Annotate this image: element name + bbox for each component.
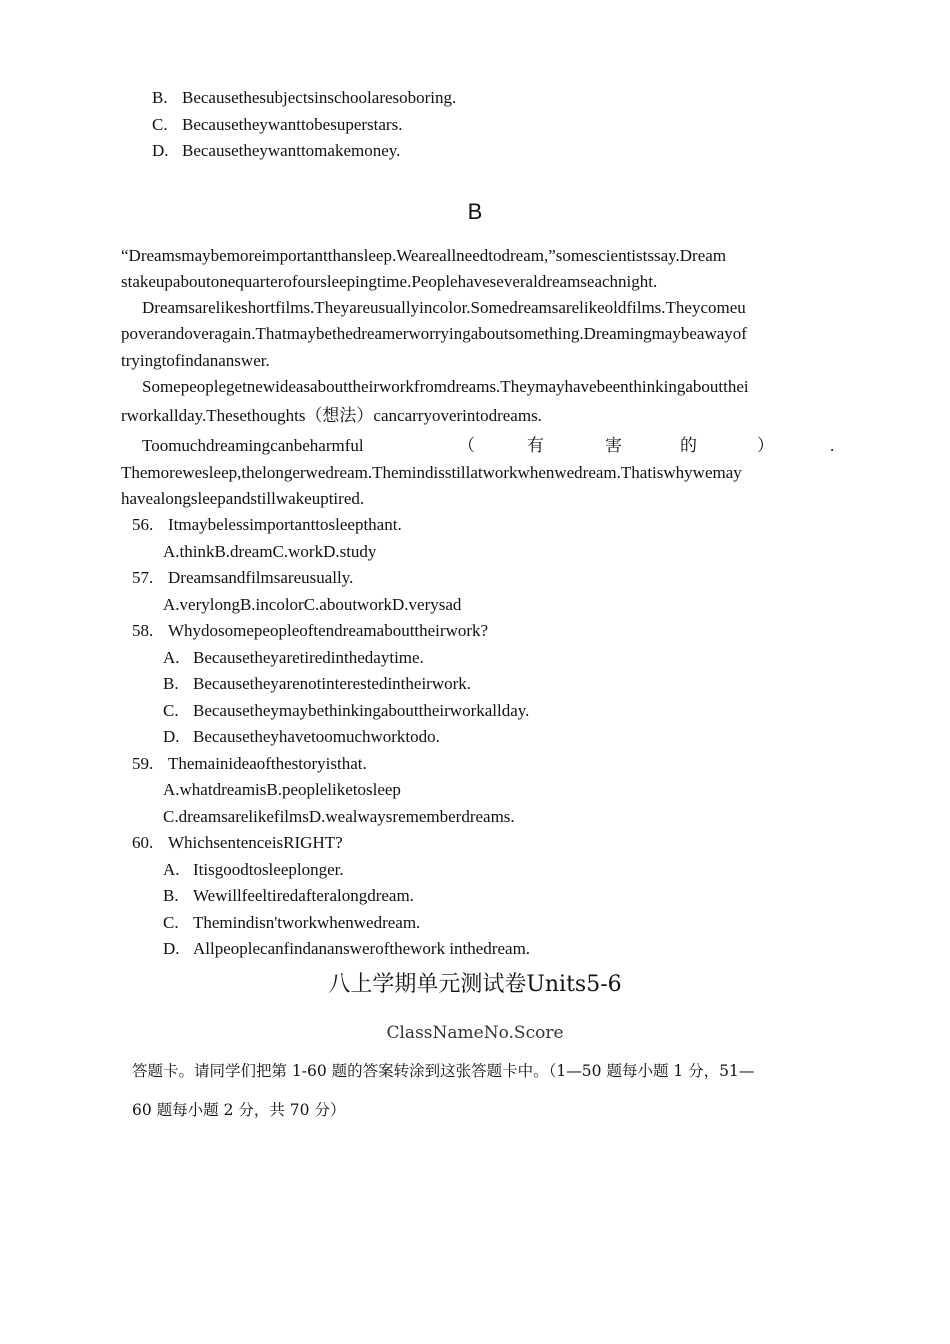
option-item: D. Allpeoplecanfindananswerofthework inthedream.: [163, 939, 531, 958]
passage-char: .: [830, 436, 835, 455]
passage-char: 有: [527, 436, 544, 455]
question-stem: Whydosomepeopleoftendreamabouttheirwork?: [168, 621, 489, 640]
answer-sheet-note: 60 题每小题 2 分，共 70 分）: [132, 1101, 346, 1119]
option-item: D. Becausetheyhavetoomuchworktodo.: [163, 727, 440, 746]
passage-line: stakeupaboutonequarterofoursleepingtime.Peoplehaveseveraldreamseachnight.: [121, 272, 658, 291]
question-stem: Itmaybelessimportanttosleepthant.: [168, 515, 402, 534]
option-text: Becausetheywanttobesuperstars.: [182, 115, 403, 134]
option-item: D. Becausetheywanttomakemoney.: [152, 141, 401, 160]
passage-line: “Dreamsmaybemoreimportantthansleep.Weareallneedtodream,”somescientistssay.Dream: [121, 246, 727, 265]
option-item: C. Becausetheywanttobesuperstars.: [152, 115, 403, 134]
option-text: Becausetheymaybethinkingabouttheirworkallday.: [193, 701, 530, 720]
option-item: C. Themindisn'tworkwhenwedream.: [163, 913, 421, 932]
option-text: Wewillfeeltiredafteralongdream.: [193, 886, 414, 905]
passage-line: poverandoveragain.Thatmaybethedreamerworryingaboutsomething.Dreamingmaybeawayof: [121, 324, 747, 343]
option-text: Becausetheyarenotinterestedintheirwork.: [193, 674, 472, 693]
question-stem: Dreamsandfilmsareusually.: [168, 568, 354, 587]
passage-line: havealongsleepandstillwakeuptired.: [121, 489, 365, 508]
question-choices: A.whatdreamisB.peopleliketosleep: [163, 780, 401, 799]
passage-char: （: [458, 436, 475, 455]
question-stem: Themainideaofthestoryisthat.: [168, 754, 367, 773]
option-item: A. Becausetheyaretiredinthedaytime.: [163, 648, 424, 667]
passage-line: Somepeoplegetnewideasabouttheirworkfromdreams.Theymayhavebeenthinkingaboutthei: [142, 377, 749, 396]
passage-line: tryingtofindananswer.: [121, 351, 270, 370]
option-item: A. Itisgoodtosleeplonger.: [163, 860, 344, 879]
option-item: B. Wewillfeeltiredafteralongdream.: [163, 886, 414, 905]
answer-sheet-note: 答题卡。请同学们把第 1-60 题的答案转涂到这张答题卡中。（1—50 题每小题 1 分，51—: [132, 1062, 755, 1080]
question-stem: WhichsentenceisRIGHT?: [168, 833, 343, 852]
answer-sheet-subtitle: ClassNameNo.Score: [386, 1023, 564, 1043]
passage-char: 的: [680, 436, 697, 455]
question-choices: A.verylongB.incolorC.aboutworkD.verysad: [163, 595, 462, 614]
passage-char: 害: [605, 436, 622, 455]
passage-line: rworkallday.Thesethoughts（想法）cancarryoverintodreams.: [121, 406, 542, 425]
option-text: Itisgoodtosleeplonger.: [193, 860, 344, 879]
passage-line: Toomuchdreamingcanbeharmful: [142, 436, 364, 455]
section-heading: B: [467, 199, 483, 224]
option-item: C. Becausetheymaybethinkingabouttheirworkallday.: [163, 701, 530, 720]
option-text: Becausetheyhavetoomuchworktodo.: [193, 727, 440, 746]
option-text: Becausetheywanttomakemoney.: [182, 141, 401, 160]
option-item: B. Becausethesubjectsinschoolaresoboring.: [152, 88, 457, 107]
question-choices: C.dreamsarelikefilmsD.wealwaysrememberdreams.: [163, 807, 515, 826]
passage-char: ）: [757, 436, 774, 455]
passage-line: Themorewesleep,thelongerwedream.Themindisstillatworkwhenwedream.Thatiswhywemay: [121, 463, 742, 482]
question-58: 58. Whydosomepeopleoftendreamabouttheirwork?: [132, 621, 489, 640]
option-text: Becausethesubjectsinschoolaresoboring.: [182, 88, 457, 107]
option-text: Becausetheyaretiredinthedaytime.: [193, 648, 424, 667]
question-choices: A.thinkB.dreamC.workD.study: [163, 542, 377, 561]
question-56: 56. Itmaybelessimportanttosleepthant.: [132, 515, 402, 534]
answer-sheet-title: 八上学期单元测试卷Units5-6: [328, 972, 622, 997]
passage-line: Dreamsarelikeshortfilms.Theyareusuallyincolor.Somedreamsarelikeoldfilms.Theycomeu: [142, 298, 746, 317]
option-item: B. Becausetheyarenotinterestedintheirwork.: [163, 674, 472, 693]
option-text: Allpeoplecanfindananswerofthework inthedream.: [193, 939, 531, 958]
question-57: 57. Dreamsandfilmsareusually.: [132, 568, 354, 587]
option-text: Themindisn'tworkwhenwedream.: [193, 913, 421, 932]
question-60: 60. WhichsentenceisRIGHT?: [132, 833, 343, 852]
question-59: 59. Themainideaofthestoryisthat.: [132, 754, 367, 773]
